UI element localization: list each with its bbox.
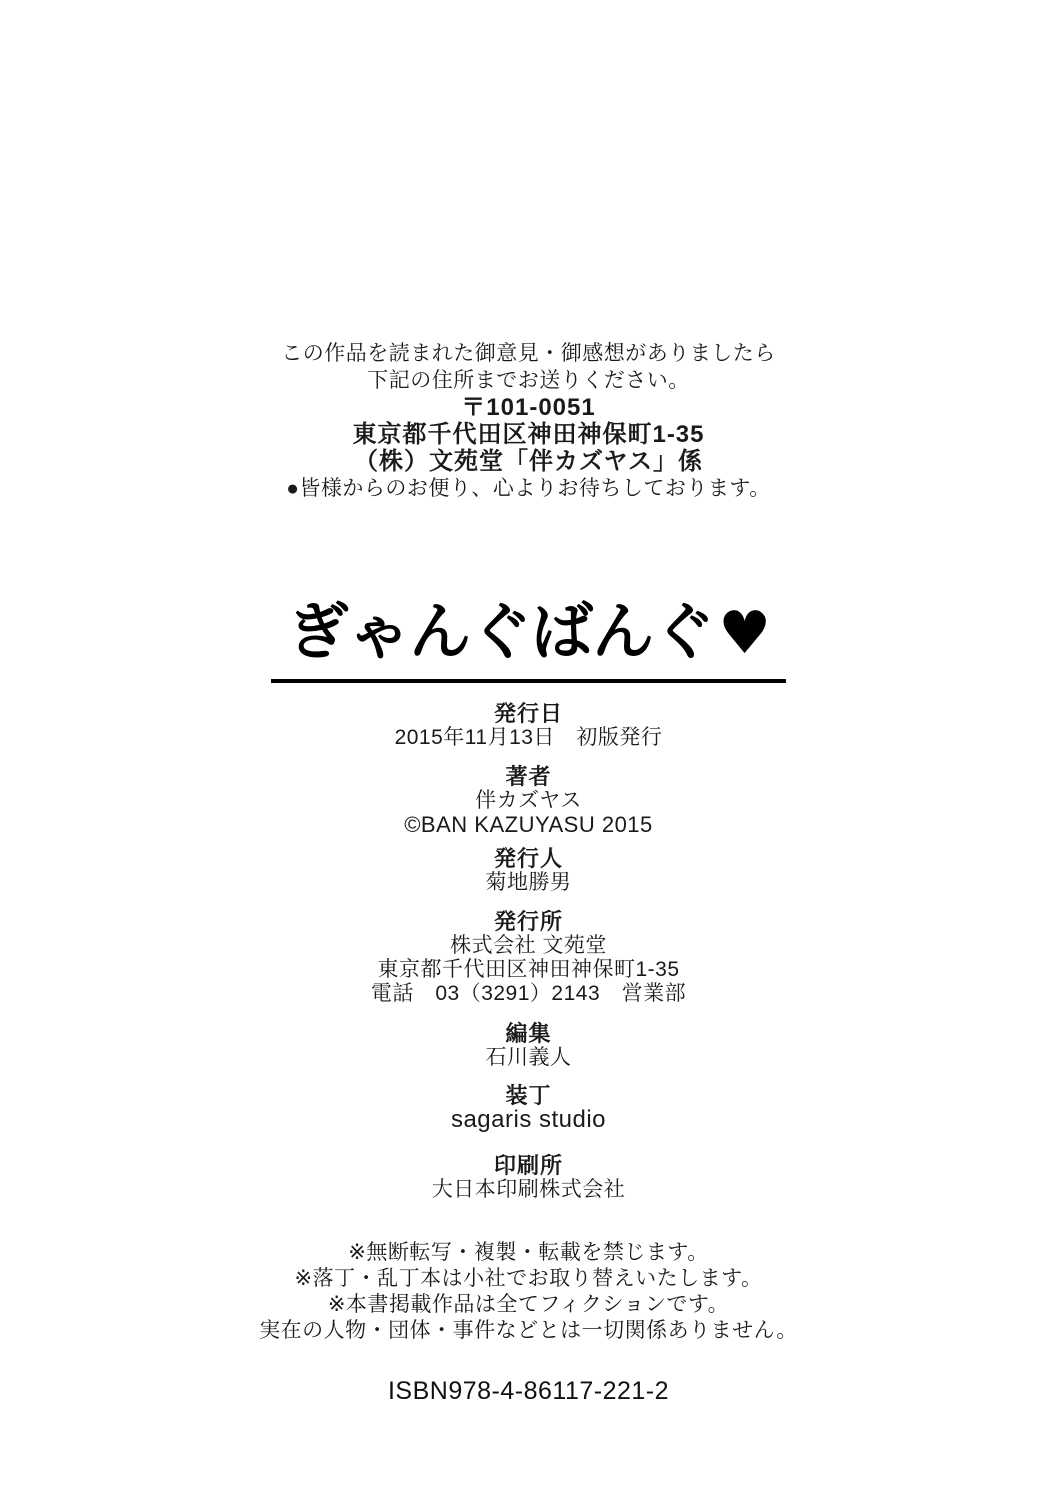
notice-fiction: ※本書掲載作品は全てフィクションです。 (327, 1293, 730, 1316)
book-title-text: ぎゃんぐばんぐ (287, 595, 715, 668)
feedback-line-2: 下記の住所までお送りください。 (367, 369, 690, 392)
editor-name: 石川義人 (485, 1046, 572, 1069)
book-title-block (0, 596, 1057, 683)
publication-date-label: 発行日 (493, 701, 563, 726)
book-design-studio: sagaris studio (450, 1106, 607, 1133)
section-publishing-house (0, 910, 1057, 1006)
publishing-house-label: 発行所 (493, 909, 563, 934)
publishing-house-phone: 電話 03（3291）2143 営業部 (370, 982, 687, 1005)
notice-fiction-2: 実在の人物・団体・事件などとは一切関係ありません。 (259, 1319, 798, 1342)
book-design-label: 装丁 (505, 1083, 552, 1108)
publishing-house-address: 東京都千代田区神田神保町1-35 (377, 958, 680, 981)
section-publication-date (0, 702, 1057, 750)
section-book-design (0, 1084, 1057, 1132)
legal-notices (0, 1240, 1057, 1344)
section-author (0, 765, 1057, 837)
printer-name: 大日本印刷株式会社 (431, 1178, 626, 1201)
notice-no-reproduction: ※無断転写・複製・転載を禁じます。 (348, 1241, 709, 1264)
isbn: ISBN978-4-86117-221-2 (387, 1377, 670, 1405)
publisher-person-name: 菊地勝男 (485, 871, 572, 894)
postal-code: 〒101-0051 (461, 394, 596, 421)
publisher-person-label: 発行人 (493, 846, 563, 871)
heart-icon: ♥ (718, 598, 770, 667)
section-editor (0, 1022, 1057, 1070)
section-publisher-person (0, 847, 1057, 895)
printer-label: 印刷所 (493, 1153, 563, 1178)
notice-defective-copies: ※落丁・乱丁本は小社でお取り替えいたします。 (294, 1267, 763, 1290)
publishing-house-company: 株式会社 文苑堂 (450, 934, 607, 957)
copyright-line: ©BAN KAZUYASU 2015 (404, 812, 653, 837)
book-title (271, 596, 786, 683)
editor-label: 編集 (505, 1021, 552, 1046)
publisher-address: 東京都千代田区神田神保町1-35 (352, 421, 705, 448)
author-name: 伴カズヤス (475, 789, 582, 812)
feedback-closing: ●皆様からのお便り、心よりお待ちしております。 (286, 477, 771, 500)
section-printer (0, 1154, 1057, 1202)
publication-date-value: 2015年11月13日 初版発行 (394, 726, 663, 749)
recipient-line: （株）文苑堂「伴カズヤス」係 (353, 448, 704, 475)
author-label: 著者 (505, 764, 552, 789)
reader-feedback-block (0, 340, 1057, 502)
feedback-line-1: この作品を読まれた御意見・御感想がありましたら (281, 342, 776, 365)
